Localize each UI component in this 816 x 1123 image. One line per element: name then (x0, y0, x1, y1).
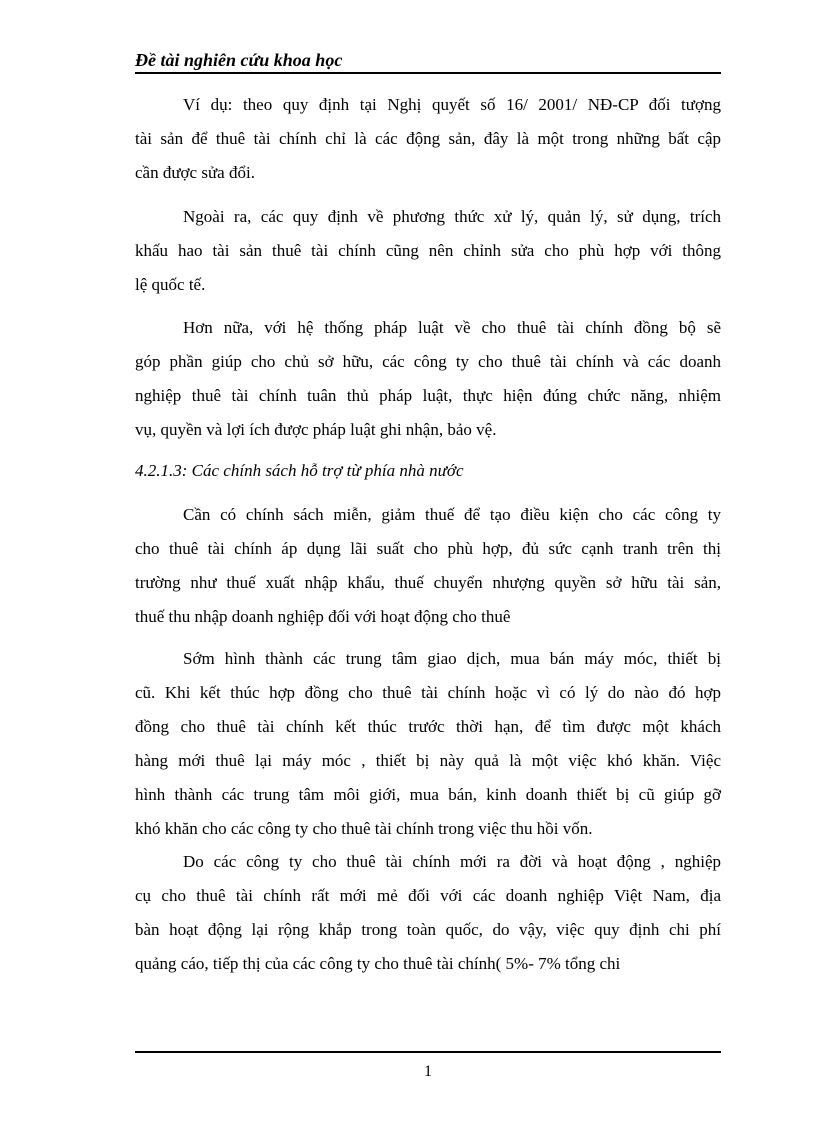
paragraph-line: khó khăn cho các công ty cho thuê tài chính trong việc thu hồi vốn. (135, 819, 593, 838)
paragraph-line: khấu hao tài sản thuê tài chính cũng nên chỉnh sửa cho phù hợp với thông (135, 241, 721, 260)
paragraph-line: Cần có chính sách miễn, giảm thuế để tạo điều kiện cho các công ty (183, 505, 721, 524)
paragraph-2 (135, 200, 721, 302)
paragraph-line: tài sản để thuê tài chính chỉ là các động sản, đây là một trong những bất cập (135, 129, 721, 148)
footer-divider (135, 1051, 721, 1053)
paragraph-3 (135, 311, 721, 447)
paragraph-1 (135, 88, 721, 190)
section-heading: 4.2.1.3: Các chính sách hỗ trợ từ phía nhà nước (135, 461, 464, 480)
paragraph-line: lệ quốc tế. (135, 275, 206, 294)
paragraph-line: thuế thu nhập doanh nghiệp đối với hoạt động cho thuê (135, 607, 511, 626)
paragraph-line: đồng cho thuê tài chính kết thúc trước thời hạn, để tìm được một khách (135, 717, 721, 736)
paragraph-4 (135, 498, 721, 634)
paragraph-line: góp phần giúp cho chủ sở hữu, các công ty cho thuê tài chính và các doanh (135, 352, 721, 371)
paragraph-line: trường như thuế xuất nhập khẩu, thuế chuyển nhượng quyền sở hữu tài sản, (135, 573, 721, 592)
paragraph-line: nghiệp thuê tài chính tuân thủ pháp luật, thực hiện đúng chức năng, nhiệm (135, 386, 721, 405)
paragraph-line: hàng mới thuê lại máy móc , thiết bị này quả là một việc khó khăn. Việc (135, 751, 721, 770)
paragraph-line: cho thuê tài chính áp dụng lãi suất cho phù hợp, đủ sức cạnh tranh trên thị (135, 539, 721, 558)
paragraph-line: Ngoài ra, các quy định về phương thức xử lý, quản lý, sử dụng, trích (183, 207, 721, 226)
paragraph-line: cụ cho thuê tài chính rất mới mẻ đối với các doanh nghiệp Việt Nam, địa (135, 886, 721, 905)
paragraph-line: Sớm hình thành các trung tâm giao dịch, mua bán máy móc, thiết bị (183, 649, 721, 668)
paragraph-line: vụ, quyền và lợi ích được pháp luật ghi nhận, bảo vệ. (135, 420, 497, 439)
paragraph-line: hình thành các trung tâm môi giới, mua bán, kinh doanh thiết bị cũ giúp gỡ (135, 785, 721, 804)
paragraph-line: Ví dụ: theo quy định tại Nghị quyết số 16/ 2001/ NĐ-CP đối tượng (183, 95, 721, 114)
paragraph-line: cần được sửa đổi. (135, 163, 255, 182)
paragraph-line: cũ. Khi kết thúc hợp đồng cho thuê tài chính hoặc vì có lý do nào đó hợp (135, 683, 721, 702)
page-number: 1 (424, 1063, 432, 1080)
paragraph-6 (135, 845, 721, 981)
paragraph-line: quảng cáo, tiếp thị của các công ty cho thuê tài chính( 5%- 7% tổng chi (135, 954, 621, 973)
paragraph-line: Hơn nữa, với hệ thống pháp luật về cho thuê tài chính đồng bộ sẽ (183, 318, 721, 337)
running-header-title: Đề tài nghiên cứu khoa học (135, 50, 343, 70)
header-divider (135, 72, 721, 74)
paragraph-line: Do các công ty cho thuê tài chính mới ra đời và hoạt động , nghiệp (183, 852, 721, 871)
paragraph-line: bàn hoạt động lại rộng khắp trong toàn quốc, do vậy, việc quy định chi phí (135, 920, 721, 939)
paragraph-5 (135, 642, 721, 846)
